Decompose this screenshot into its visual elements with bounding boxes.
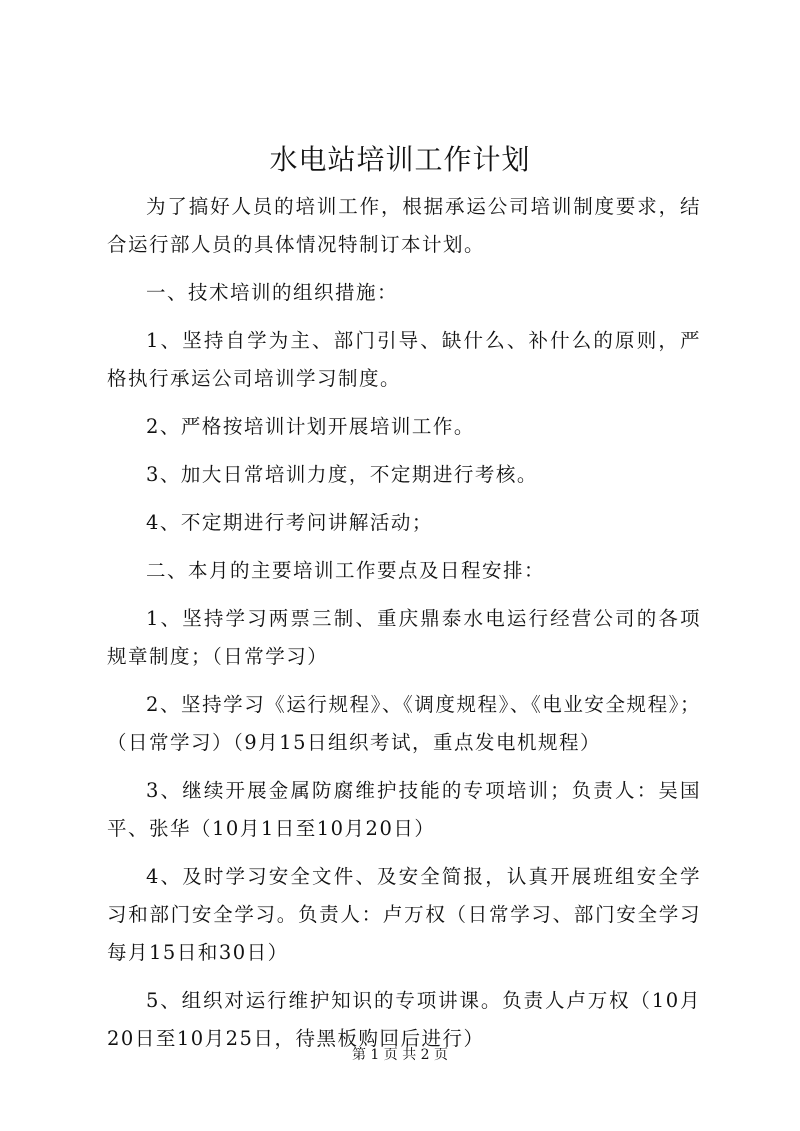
page-title: 水电站培训工作计划	[269, 143, 531, 176]
paragraph: 4、不定期进行考问讲解活动；	[146, 511, 433, 534]
section-heading-2: 二、本月的主要培训工作要点及日程安排：	[146, 559, 546, 582]
paragraph: 2、严格按培训计划开展培训工作。	[146, 415, 475, 438]
page-number-footer: 第 1 页 共 2 页	[351, 1047, 449, 1063]
paragraph: 4、及时学习安全文件、及安全简报，认真开展班组安全学习和部门安全学习。负责人：卢万权（日常学习、部门安全学习每月15日和30日）	[107, 865, 701, 964]
document-body	[107, 188, 701, 1068]
paragraph: 3、继续开展金属防腐维护技能的专项培训；负责人：吴国平、张华（10月1日至10月20日）	[107, 779, 701, 840]
paragraph: 1、坚持自学为主、部门引导、缺什么、补什么的原则，严格执行承运公司培训学习制度。	[107, 329, 701, 390]
paragraph: 5、组织对运行维护知识的专项讲课。负责人卢万权（10月20日至10月25日，待黑板购回后进行）	[107, 989, 701, 1050]
paragraph-intro: 为了搞好人员的培训工作，根据承运公司培训制度要求，结合运行部人员的具体情况特制订本计划。	[107, 195, 701, 256]
paragraph: 1、坚持学习两票三制、重庆鼎泰水电运行经营公司的各项规章制度；（日常学习）	[107, 607, 701, 668]
section-heading-1: 一、技术培训的组织措施：	[146, 281, 399, 304]
paragraph: 2、坚持学习《运行规程》、《调度规程》、《电业安全规程》；（日常学习）（9月15日组织考试，重点发电机规程）	[107, 693, 701, 754]
paragraph: 3、加大日常培训力度，不定期进行考核。	[146, 463, 538, 486]
